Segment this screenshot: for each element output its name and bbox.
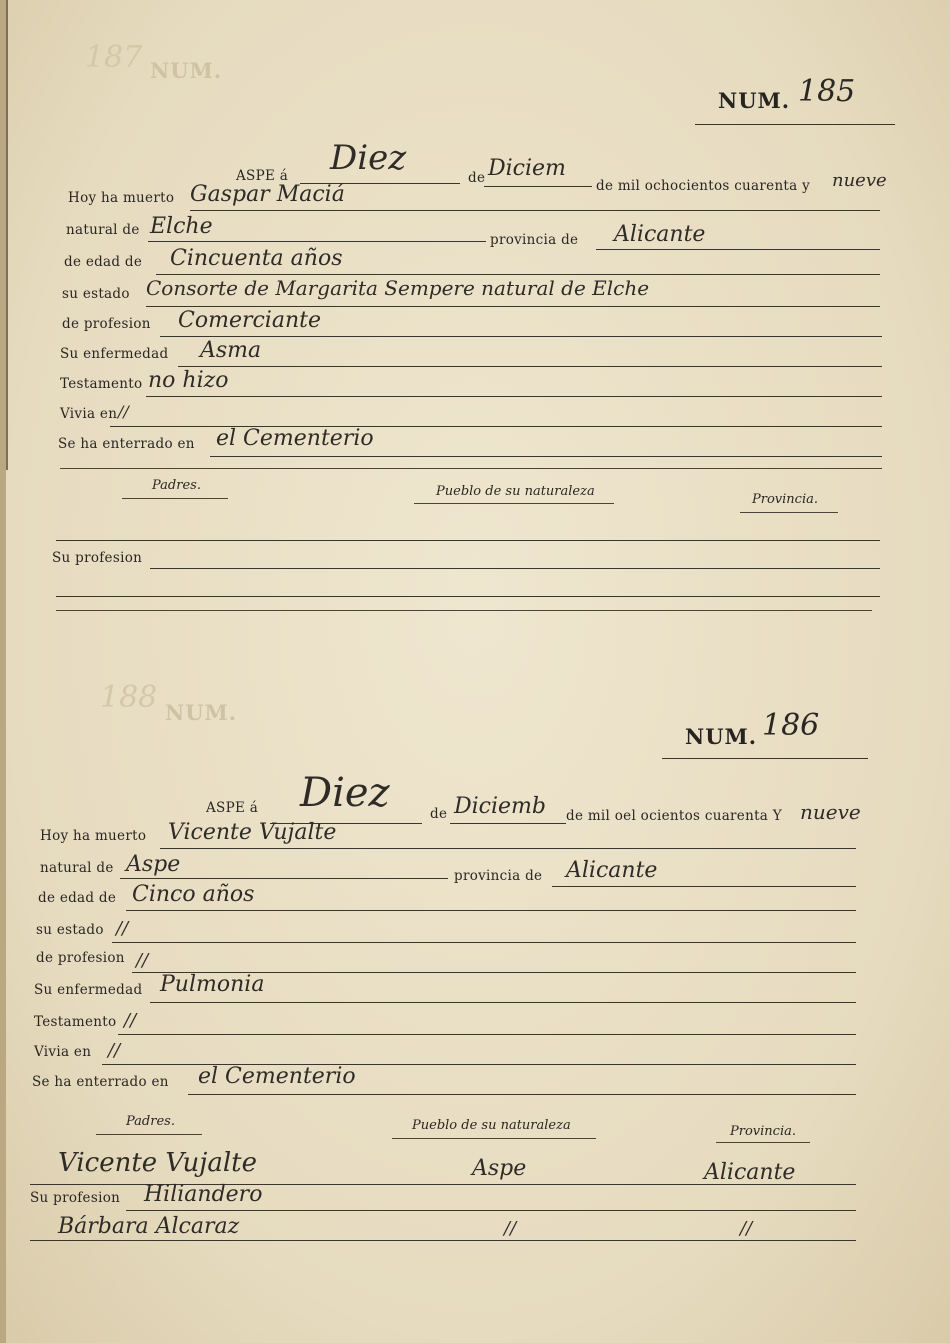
- record-num-value: 185: [798, 74, 856, 109]
- pueblo-header: Pueblo de su naturaleza: [412, 1118, 571, 1133]
- vivia-label: Vivia en: [34, 1044, 92, 1060]
- profesion-label: de profesion: [36, 950, 125, 966]
- su-profesion-label: Su profesion: [30, 1190, 121, 1206]
- day-value: Diez: [330, 138, 407, 178]
- provincia-value: Alicante: [566, 858, 658, 883]
- testamento-label: Testamento: [60, 376, 143, 392]
- provincia-line: [552, 886, 856, 887]
- ghost-num-label-1: NUM.: [150, 58, 223, 83]
- edad-value: Cincuenta años: [170, 246, 343, 271]
- su-profesion-label: Su profesion: [52, 550, 143, 566]
- natural-line: [148, 241, 486, 242]
- month-line: [450, 823, 566, 824]
- provincia-header: Provincia.: [752, 492, 818, 507]
- enterrado-value: el Cementerio: [216, 426, 374, 451]
- aspe-label: ASPE á: [206, 800, 259, 816]
- natural-value: Aspe: [126, 852, 181, 877]
- record-num-label: NUM.: [685, 724, 758, 749]
- provincia-label: provincia de: [490, 232, 579, 248]
- profesion-label: de profesion: [62, 316, 151, 332]
- ghost-num-value-2: 188: [100, 680, 158, 715]
- natural-label: natural de: [40, 860, 114, 876]
- year-value: nueve: [800, 800, 861, 824]
- father-line: [56, 540, 880, 541]
- padres-underline: [122, 498, 228, 499]
- edad-line: [156, 274, 880, 275]
- deceased-name: Vicente Vujalte: [168, 820, 337, 845]
- estado-line: [146, 306, 880, 307]
- edad-label: de edad de: [38, 890, 117, 906]
- month-value: Diciem: [488, 156, 566, 181]
- enfermedad-value: Pulmonia: [160, 972, 265, 997]
- vivia-value: //: [108, 1040, 121, 1061]
- record-num-value: 186: [762, 708, 820, 743]
- estado-label: su estado: [62, 286, 130, 302]
- enfermedad-label: Su enfermedad: [34, 982, 143, 998]
- natural-label: natural de: [66, 222, 140, 238]
- vivia-value: //: [118, 402, 129, 421]
- father-profesion: Hiliandero: [144, 1182, 263, 1207]
- edad-label: de edad de: [64, 254, 143, 270]
- record-end-line: [56, 610, 872, 611]
- provincia-underline: [716, 1142, 810, 1143]
- estado-value: //: [116, 918, 129, 939]
- father-provincia: Alicante: [704, 1160, 796, 1185]
- padres-header: Padres.: [152, 478, 201, 493]
- num-underline: [662, 758, 868, 759]
- edad-value: Cinco años: [132, 882, 255, 907]
- deceased-name: Gaspar Maciá: [190, 182, 345, 207]
- enfermedad-label: Su enfermedad: [60, 346, 169, 362]
- estado-value: Consorte de Margarita Sempere natural de Elche: [146, 276, 650, 300]
- enfermedad-value: Asma: [200, 338, 262, 363]
- estado-label: su estado: [36, 922, 104, 938]
- name-line: [190, 210, 880, 211]
- day-value: Diez: [300, 770, 390, 816]
- mother-line: [56, 596, 880, 597]
- enfermedad-line: [178, 366, 882, 367]
- natural-line: [120, 878, 448, 879]
- section-divider: [60, 468, 882, 469]
- profesion-value: Comerciante: [178, 308, 321, 333]
- provincia-value: Alicante: [614, 222, 706, 247]
- hoy-label: Hoy ha muerto: [68, 190, 175, 206]
- father-pueblo: Aspe: [472, 1156, 527, 1181]
- testamento-value: no hizo: [148, 368, 229, 393]
- testamento-label: Testamento: [34, 1014, 117, 1030]
- month-line: [484, 186, 592, 187]
- mother-provincia: //: [740, 1218, 753, 1239]
- testamento-line: [118, 1034, 856, 1035]
- enterrado-value: el Cementerio: [198, 1064, 356, 1089]
- vivia-label: Vivia en: [60, 406, 118, 422]
- ghost-num-label-2: NUM.: [165, 700, 238, 725]
- pueblo-underline: [414, 503, 614, 504]
- padres-underline: [96, 1134, 202, 1135]
- provincia-header: Provincia.: [730, 1124, 796, 1139]
- estado-line: [112, 942, 856, 943]
- provincia-label: provincia de: [454, 868, 543, 884]
- profesion-line: [160, 336, 882, 337]
- testamento-value: //: [124, 1010, 137, 1031]
- year-value: nueve: [832, 170, 887, 191]
- page-binding-edge: [6, 0, 8, 470]
- edad-line: [126, 910, 856, 911]
- enfermedad-line: [150, 1002, 856, 1003]
- enterrado-line: [188, 1094, 856, 1095]
- pueblo-underline: [392, 1138, 596, 1139]
- de-label: de: [468, 170, 486, 186]
- enterrado-label: Se ha enterrado en: [32, 1074, 169, 1090]
- provincia-underline: [740, 512, 838, 513]
- mother-pueblo: //: [504, 1218, 517, 1239]
- year-text: de mil ochocientos cuarenta y: [596, 178, 811, 194]
- pueblo-header: Pueblo de su naturaleza: [436, 484, 595, 499]
- father-name: Vicente Vujalte: [58, 1148, 257, 1178]
- natural-value: Elche: [150, 214, 213, 239]
- month-value: Diciemb: [454, 794, 546, 819]
- su-profesion-line: [150, 568, 880, 569]
- num-underline: [695, 124, 895, 125]
- testamento-line: [146, 396, 882, 397]
- provincia-line: [596, 249, 880, 250]
- hoy-label: Hoy ha muerto: [40, 828, 147, 844]
- enterrado-label: Se ha enterrado en: [58, 436, 195, 452]
- ghost-num-value-1: 187: [85, 40, 143, 75]
- name-line: [160, 848, 856, 849]
- mother-name: Bárbara Alcaraz: [58, 1214, 240, 1239]
- aspe-label: ASPE á: [236, 168, 289, 184]
- record-num-label: NUM.: [718, 88, 791, 113]
- de-label: de: [430, 806, 448, 822]
- year-text: de mil oel ocientos cuarenta Y: [566, 808, 782, 824]
- enterrado-line: [210, 456, 882, 457]
- profesion-value: //: [136, 950, 149, 971]
- su-profesion-line: [126, 1210, 856, 1211]
- padres-header: Padres.: [126, 1114, 175, 1129]
- mother-line: [30, 1240, 856, 1241]
